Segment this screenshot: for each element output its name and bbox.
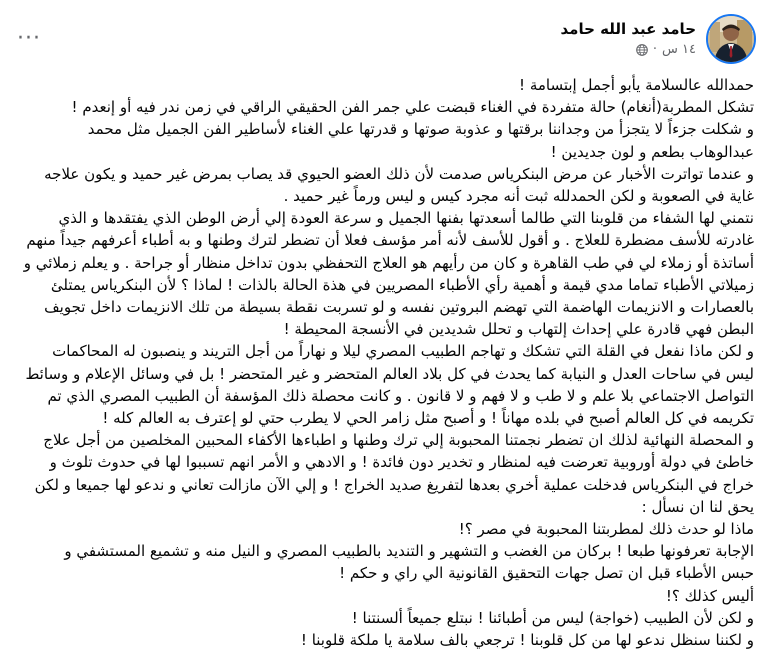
post-line: و عندما تواترت الأخبار عن مرض البنكرياس صدمت لأن ذلك العضو الحيوي قد يصاب بمرض غير حميد و يكون علاجه xyxy=(44,164,754,183)
post-meta xyxy=(561,19,696,59)
post-body xyxy=(12,74,754,651)
post-line: بالعصارات و الانزيمات الهاضمة التي تهضم البروتين نفسه و لو تسربت نقطة بسيطة من تلك الانزيمات داخل تجويف xyxy=(44,298,754,317)
post-line: تشكل المطربة(أنغام) حالة متفردة في الغناء قبضت علي جمر الفن الحقيقي الراقي في زمن ندر فيه أو إنعدم ! xyxy=(71,98,754,117)
post-line: أساتذة أو زملاء لي في طب القاهرة و كان من رأيهم هو العلاج التحفظي بدون تداخل منظار أو جراحة . و يعلم زملائي و xyxy=(23,253,754,272)
post-line: البطن فهي قادرة علي إحداث إلتهاب و تحلل شديدين في الأنسجة المحيطة ! xyxy=(283,320,754,339)
more-options-button[interactable] xyxy=(14,25,44,51)
post-line: الإجابة تعرفونها طبعا ! بركان من الغضب و التشهير و التنديد بالطبيب المصري و النيل منه و تشميع المستشفي و xyxy=(64,542,754,561)
post-header xyxy=(561,14,756,64)
post-line: و لكننا سنظل ندعو لها من كل قلوبنا ! ترجعي بالف سلامة يا ملكة قلوبنا ! xyxy=(300,631,754,650)
post-line: و لكن ماذا نفعل في القلة التي تشكك و تهاجم الطبيب المصري ليلا و نهاراً من أجل التريند و ينصبون له المحاكمات xyxy=(52,342,754,361)
post-line: حبس الأطباء قبل ان تصل جهات التحقيق القانونية الي راي و حكم ! xyxy=(339,564,754,583)
more-horizontal-icon: ··· xyxy=(17,25,41,51)
author-name[interactable]: حامد عبد الله حامد xyxy=(560,20,696,38)
post-line: حمدالله عالسلامة يأبو أجمل إبتسامة ! xyxy=(519,76,754,94)
post-time[interactable]: ١٤ س xyxy=(662,42,696,57)
post-line: غاية في الصعوبة و لكن الحمدلله ثبت أنه مجرد كيس و ليس ورماً غير حميد . xyxy=(283,187,754,206)
avatar-photo xyxy=(708,16,754,62)
avatar[interactable] xyxy=(706,14,756,64)
post-line: و لكن لأن الطبيب (خواجة) ليس من أطبائنا ! نبتلع جميعاً ألسنتنا ! xyxy=(351,608,754,627)
post-line: نتمني لها الشفاء من قلوبنا التي طالما أسعدتها بفنها الجميل و سرعة العودة إلي أرض الوطن الذي يفتقدها و الذي xyxy=(58,209,754,228)
post-line: و شكلت جزءاً لا يتجزأ من وجداننا برقتها و عذوبة صوتها و قدرتها علي الغناء لأساطير الفن الجميل مثل محمد xyxy=(87,120,754,139)
post-line: عبدالوهاب بطعم و لون جديدين ! xyxy=(550,142,754,161)
post-line: زميلاتي الأطباء تماما مدي قيمة و أهمية رأي الأطباء المصريين في هذة الحالة بالذات ! لماذا ؟ لأن البنكرياس يمتلئ xyxy=(50,275,754,294)
post-line: يحق لنا ان نسأل : xyxy=(641,497,754,516)
post-line: التواصل الاجتماعي بلا علم و لا طب و لا فهم و لا قانون . و كانت محصلة ذلك المؤسفة أن الطبيب المصري الذي تم xyxy=(47,386,754,405)
post-line: خراج في البنكرياس فدخلت عملية أخري بعدها لتفريغ صديد الخراج ! و إلي الآن مازالت تعاني و ندعو لها جميعا و لكن xyxy=(34,475,754,494)
globe-icon xyxy=(636,44,648,56)
post-line: أليس كذلك ؟! xyxy=(665,586,754,605)
post-line: ليس في ساحات العدل و النيابة كما يحدث في كل بلاد العالم المتحضر و غير المتحضر ! بل في وسائل الإعلام و وسائط xyxy=(25,364,754,383)
post-line: تكريمه في كل العالم أصبح في بلده مهاناً ! و أصبح مثل زامر الحي لا يطرب حتي لو إعترف به العالم كله ! xyxy=(102,409,754,428)
post-line: و المحصلة النهائية لذلك ان تضطر نجمتنا المحبوبة إلي ترك وطنها و اطباءها الأكفاء المحبين المخلصين من أجل علاج xyxy=(43,431,754,450)
post-line: خاطئ في دولة أوروبية تعرضت فيه لمنظار و تخدير دون فائدة ! و الادهي و الأمر انهم تسببوا لها في حدوث تلوث و xyxy=(49,453,754,472)
separator-dot: · xyxy=(652,42,658,57)
post-subline xyxy=(561,41,696,59)
post-line: غادرته للأسف مضطرة للعلاج . و أقول للأسف لأنه أمر مؤسف فعلا أن تضطر لترك وطنها و به أطباء أعرفهم جيداً منهم xyxy=(26,231,754,250)
post-line: ماذا لو حدث ذلك لمطربتنا المحبوبة في مصر ؟! xyxy=(458,520,754,539)
